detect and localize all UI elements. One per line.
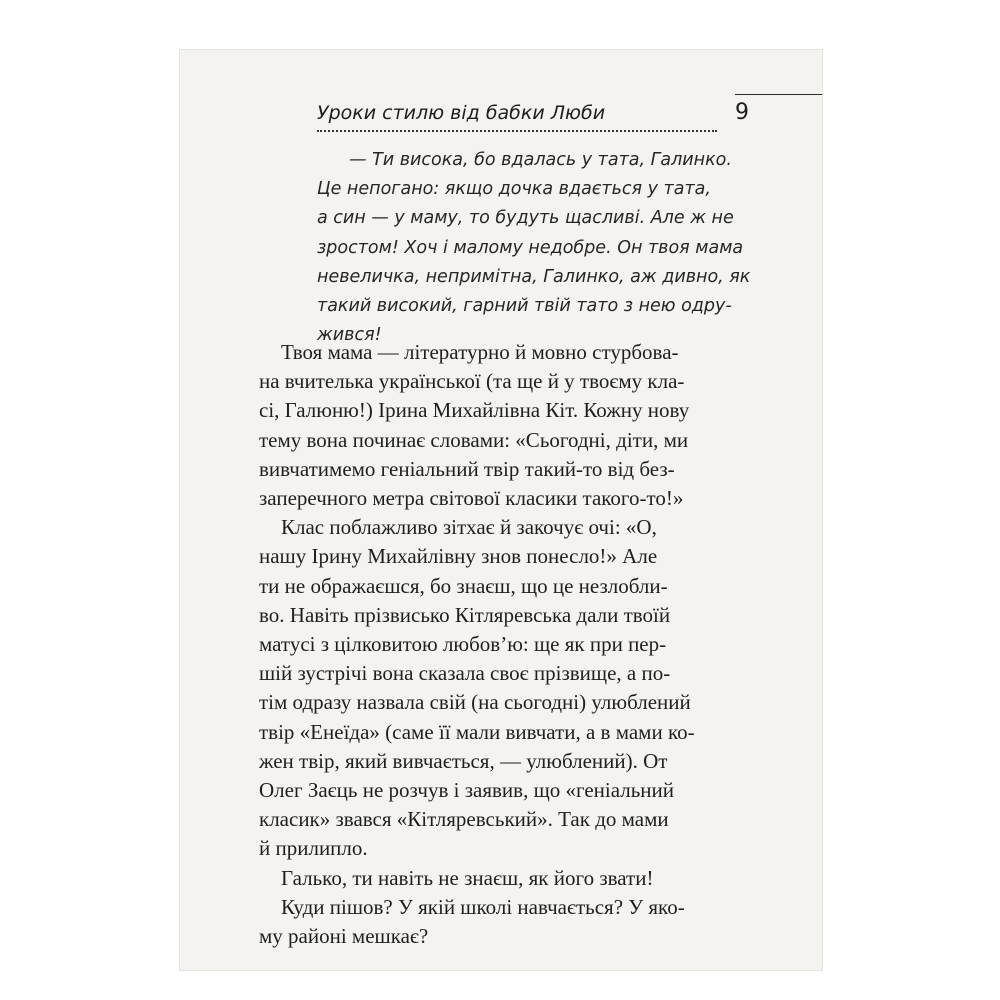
running-title: Уроки стилю від бабки Люби [317, 102, 606, 124]
book-page [180, 50, 822, 970]
body-line: во. Навіть прізвисько Кітляревська дали твоїй [259, 602, 671, 627]
body-line: жен твір, який вивчається, — улюблений). От [259, 748, 668, 773]
body-line: нашу Ірину Михайлівну знов понесло!» Але [259, 544, 658, 569]
body-line: вивчатимемо геніальний твір такий-то від без- [259, 456, 675, 481]
quote-line: такий високий, гарний твій тато з нею одру- [317, 296, 732, 317]
body-line: сі, Галюню!) Ірина Михайлівна Кіт. Кожну нову [259, 398, 690, 423]
quote-line: невеличка, непримітна, Галинко, аж дивно, як [317, 266, 751, 287]
header-dotted-rule [317, 130, 717, 132]
body-line: Куди пішов? У якій школі навчається? У яко- [281, 894, 685, 919]
body-line: Клас поблажливо зітхає й закочує очі: «О, [281, 515, 657, 540]
body-line: тему вона починає словами: «Сьогодні, діти, ми [259, 427, 689, 452]
body-line: шій зустрічі вона сказала своє прізвище, а по- [259, 661, 671, 686]
italic-quote [317, 146, 751, 350]
body-line: ти не ображаєшся, бо знаєш, що це незлобли- [259, 573, 668, 598]
body-line: Олег Заєць не розчув і заявив, що «геніальний [259, 778, 675, 803]
running-header [317, 102, 717, 132]
body-line: му районі мешкає? [259, 924, 429, 949]
body-line: Твоя мама — літературно й мовно стурбова- [281, 340, 679, 364]
quote-line: Це непогано: якщо дочка вдається у тата, [317, 179, 711, 200]
body-line: твір «Енеїда» (саме її мали вивчати, а в мами ко- [259, 719, 695, 744]
body-line: на вчителька української (та ще й у твоєму кла- [259, 369, 685, 394]
quote-line: зростом! Хоч і малому недобре. Он твоя мама [317, 237, 744, 258]
body-line: класик» звався «Кітляревський». Так до мами [259, 807, 669, 832]
body-line: й прилипло. [259, 836, 368, 861]
body-text [259, 338, 725, 951]
quote-line: жився! [317, 325, 382, 346]
quote-line: а син — у маму, то будуть щасливі. Але ж не [317, 208, 734, 229]
body-line: тім одразу назвала свій (на сьогодні) улюблений [259, 690, 691, 715]
body-line: матусі з цілковитою любов’ю: ще як при пер- [259, 632, 667, 657]
quote-line: — Ти висока, бо вдалась у тата, Галинко. [349, 150, 732, 170]
page-number: 9 [735, 100, 749, 125]
page-edge-rule [735, 94, 822, 95]
body-line: заперечного метра світової класики такого-то!» [259, 486, 684, 511]
body-line: Галько, ти навіть не знаєш, як його звати! [281, 865, 654, 890]
